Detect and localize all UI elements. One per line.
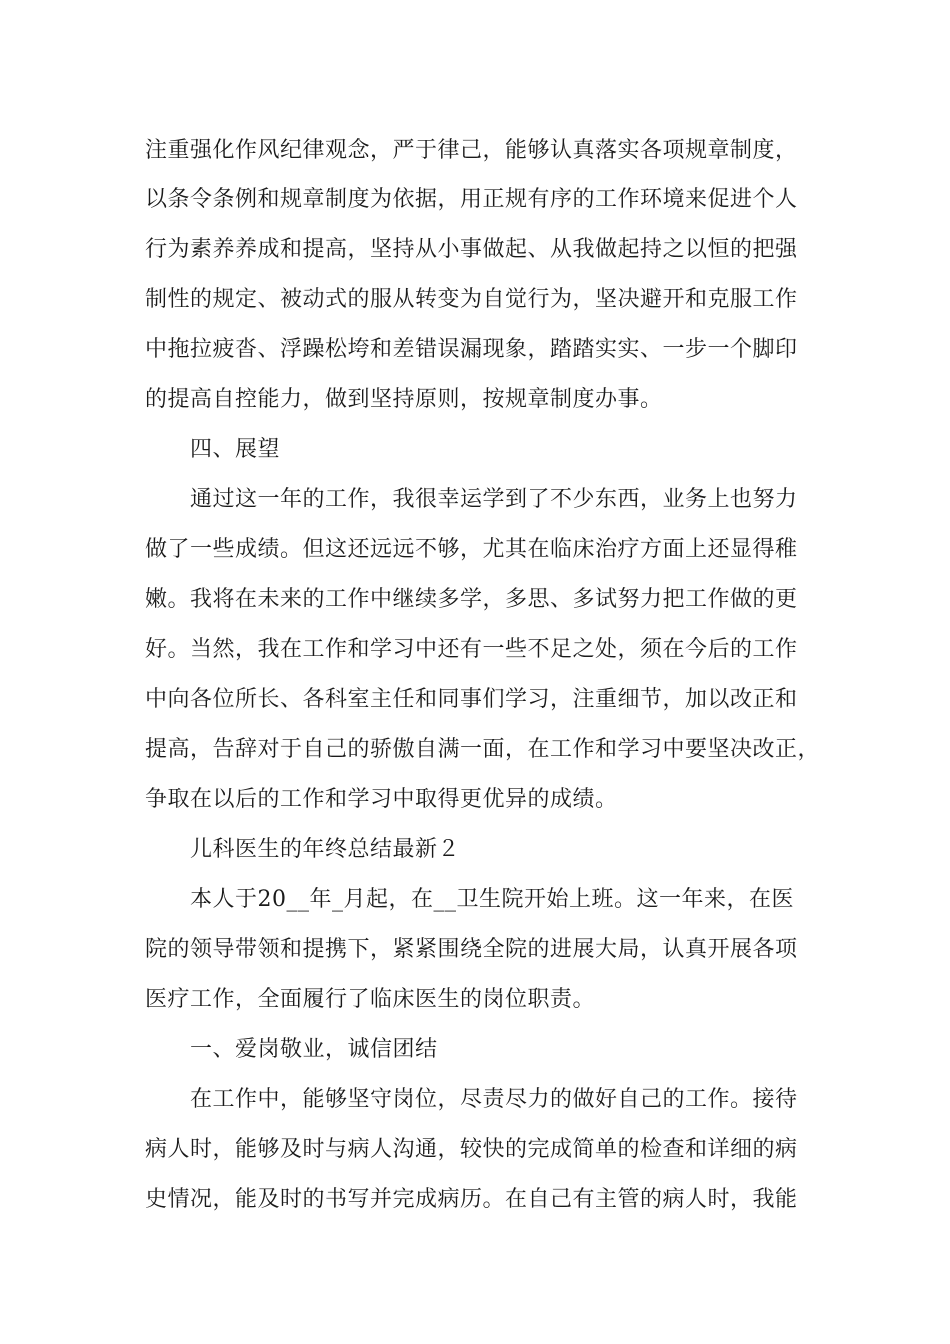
- text-line: 中拖拉疲沓、浮躁松垮和差错误漏现象，踏踏实实、一步一个脚印: [145, 337, 798, 362]
- text-line: 通过这一年的工作，我很幸运学到了不少东西，业务上也努力: [190, 487, 798, 512]
- text-line: 争取在以后的工作和学习中取得更优异的成绩。: [145, 787, 618, 812]
- text-line: 院的领导带领和提携下，紧紧围绕全院的进展大局，认真开展各项: [145, 937, 798, 962]
- text-line: 提高，告辞对于自己的骄傲自满一面，在工作和学习中要坚决改正，: [145, 737, 821, 762]
- text-line: 医疗工作，全面履行了临床医生的岗位职责。: [145, 987, 596, 1012]
- text-line: 在工作中，能够坚守岗位，尽责尽力的做好自己的工作。接待: [190, 1087, 798, 1112]
- text-line: 的提高自控能力，做到坚持原则，按规章制度办事。: [145, 387, 663, 412]
- text-line: 本人于20__年_月起，在__卫生院开始上班。这一年来，在医: [190, 887, 794, 912]
- section-heading: 一、爱岗敬业，诚信团结: [190, 1037, 438, 1062]
- article-title: 儿科医生的年终总结最新２: [190, 837, 461, 862]
- text-line: 中向各位所长、各科室主任和同事们学习，注重细节，加以改正和: [145, 687, 798, 712]
- text-line: 以条令条例和规章制度为依据，用正规有序的工作环境来促进个人: [145, 187, 798, 212]
- text-line: 行为素养养成和提高，坚持从小事做起、从我做起持之以恒的把强: [145, 237, 798, 262]
- text-line: 注重强化作风纪律观念，严于律己，能够认真落实各项规章制度，: [145, 138, 798, 163]
- text-line: 做了一些成绩。但这还远远不够，尤其在临床治疗方面上还显得稚: [145, 537, 798, 562]
- text-line: 史情况，能及时的书写并完成病历。在自己有主管的病人时，我能: [145, 1187, 798, 1212]
- text-line: 制性的规定、被动式的服从转变为自觉行为，坚决避开和克服工作: [145, 287, 798, 312]
- text-line: 病人时，能够及时与病人沟通，较快的完成简单的检查和详细的病: [145, 1137, 798, 1162]
- text-line: 嫩。我将在未来的工作中继续多学，多思、多试努力把工作做的更: [145, 587, 798, 612]
- text-line: 好。当然，我在工作和学习中还有一些不足之处，须在今后的工作: [145, 637, 798, 662]
- section-heading: 四、展望: [190, 437, 281, 462]
